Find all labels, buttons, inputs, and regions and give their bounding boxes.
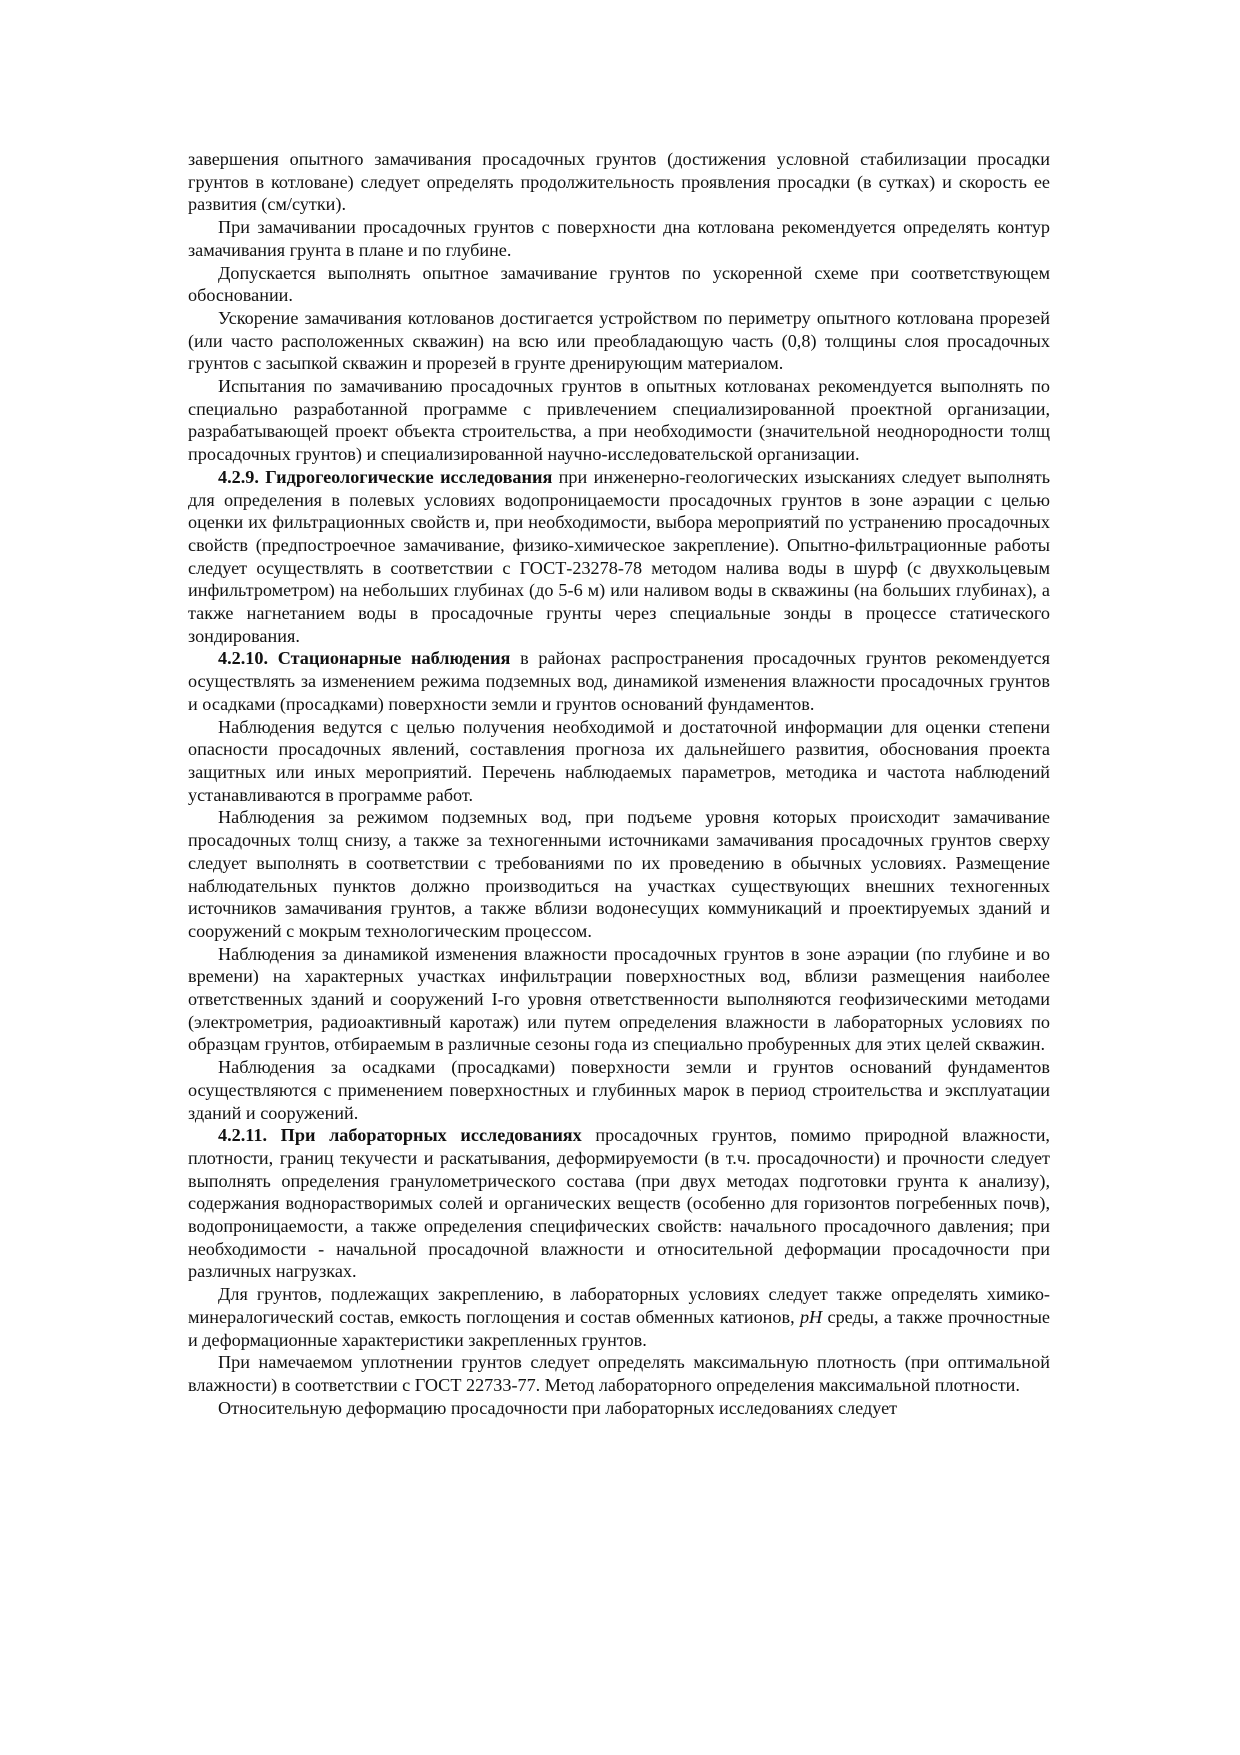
ph-term: pH: [799, 1306, 823, 1327]
paragraph-section-4-2-9: [188, 466, 1050, 648]
paragraph-soaking-duration: завершения опытного замачивания просадочных грунтов (достижения условной стабилизации просадки грунтов в котловане) следует определять продолжительность проявления просадки (в сутках) и скорость ее развития (см/сутки).: [188, 149, 1050, 215]
paragraph-fixation-text-b: среды, а также прочностные и деформационные характеристики закрепленных грунтов.: [188, 1306, 1050, 1350]
section-heading-4-2-10: 4.2.10. Стационарные наблюдения: [218, 648, 511, 669]
paragraph-soaking-contour: При замачивании просадочных грунтов с поверхности дна котлована рекомендуется определять контур замачивания грунта в плане и по глубине.: [188, 217, 1050, 260]
paragraph-moisture-observations: Наблюдения за динамикой изменения влажности просадочных грунтов в зоне аэрации (по глубине и во времени) на характерных участках инфильтрации поверхностных вод, вблизи размещения наиболее ответственных зданий и сооружений I-го уровня ответственности выполняются геофизическими методами (электрометрия, радиоактивный каротаж) или путем определения влажности в лабораторных условиях по образцам грунтов, отбираемым в различные сезоны года из специально пробуренных для этих целей скважин.: [188, 943, 1050, 1055]
paragraph-test-program: Испытания по замачиванию просадочных грунтов в опытных котлованах рекомендуется выполнять по специально разработанной программе с привлечением специализированной проектной организации, разрабатывающей проект объекта строительства, а при необходимости (значительной неоднородности толщ просадочных грунтов) и специализированной научно-исследовательской организации.: [188, 376, 1050, 465]
paragraph-acceleration-method: Ускорение замачивания котлованов достигается устройством по периметру опытного котлована прорезей (или часто расположенных скважин) на всю или преобладающую часть (0,8) толщины слоя просадочных грунтов с засыпкой скважин и прорезей в грунте дренирующим материалом.: [188, 307, 1050, 374]
paragraph-compaction: При намечаемом уплотнении грунтов следует определять максимальную плотность (при оптимальной влажности) в соответствии с ГОСТ 22733-77. Метод лабораторного определения максимальной плотности.: [188, 1352, 1050, 1395]
section-heading-4-2-11: 4.2.11. При лабораторных исследованиях: [218, 1125, 582, 1146]
paragraph-fixation-soils: [188, 1283, 1050, 1351]
section-text-4-2-11: просадочных грунтов, помимо природной влажности, плотности, границ текучести и раскатывания, деформируемости (в т.ч. просадочности) и прочности следует выполнять определения гранулометрического состава (при двух методах подготовки грунта к анализу), содержания воднорастворимых солей и органических веществ (особенно для горизонтов погребенных почв), водопроницаемости, а также определения специфических свойств: начального просадочного давления; при необходимости - начальной просадочной влажности и относительной деформации просадочности при различных нагрузках.: [188, 1125, 1050, 1282]
paragraph-observation-purpose: Наблюдения ведутся с целью получения необходимой и достаточной информации для оценки степени опасности просадочных явлений, составления прогноза их дальнейшего развития, обоснования проекта защитных или иных мероприятий. Перечень наблюдаемых параметров, методика и частота наблюдений устанавливаются в программе работ.: [188, 716, 1050, 805]
paragraph-groundwater-observations: Наблюдения за режимом подземных вод, при подъеме уровня которых происходит замачивание просадочных толщ снизу, а также за техногенными источниками замачивания просадочных грунтов сверху следует выполнять в соответствии с требованиями по их проведению в обычных условиях. Размещение наблюдательных пунктов должно производиться на участках существующих внешних техногенных источников замачивания грунтов, а также вблизи водонесущих коммуникаций и проектируемых зданий и сооружений с мокрым технологическим процессом.: [188, 807, 1050, 941]
paragraph-relative-deformation: Относительную деформацию просадочности при лабораторных исследованиях следует: [218, 1397, 898, 1418]
paragraph-settlement-observations: Наблюдения за осадками (просадками) поверхности земли и грунтов оснований фундаментов осуществляются с применением поверхностных и глубинных марок в период строительства и эксплуатации зданий и сооружений.: [188, 1057, 1050, 1123]
document-page: [188, 148, 1050, 1419]
section-heading-4-2-9: 4.2.9. Гидрогеологические исследования: [218, 466, 553, 487]
paragraph-section-4-2-11: [188, 1124, 1050, 1283]
paragraph-accelerated-scheme: Допускается выполнять опытное замачивание грунтов по ускоренной схеме при соответствующем обосновании.: [188, 262, 1050, 306]
section-text-4-2-9: при инженерно-геологических изысканиях следует выполнять для определения в полевых условиях водопроницаемости просадочных грунтов в зоне аэрации с целью оценки их фильтрационных свойств и, при необходимости, выбора мероприятий по устранению просадочных свойств (предпостроечное замачивание, физико-химическое закрепление). Опытно-фильтрационные работы следует осуществлять в соответствии с ГОСТ-23278-78 методом налива воды в шурф (с двухкольцевым инфильтрометром) на небольших глубинах (до 5-6 м) или наливом воды в скважины (на больших глубинах), а также нагнетанием воды в просадочные грунты через специальные зонды в процессе статического зондирования.: [188, 466, 1050, 646]
paragraph-section-4-2-10: [188, 647, 1050, 715]
paragraph-fixation-text-a: Для грунтов, подлежащих закреплению, в лабораторных условиях следует также определять химико-минералогический состав, емкость поглощения и состав обменных катионов,: [188, 1284, 1050, 1327]
section-text-4-2-10: в районах распространения просадочных грунтов рекомендуется осуществлять за изменением режима подземных вод, динамикой изменения влажности просадочных грунтов и осадками (просадками) поверхности земли и грунтов оснований фундаментов.: [188, 648, 1050, 714]
